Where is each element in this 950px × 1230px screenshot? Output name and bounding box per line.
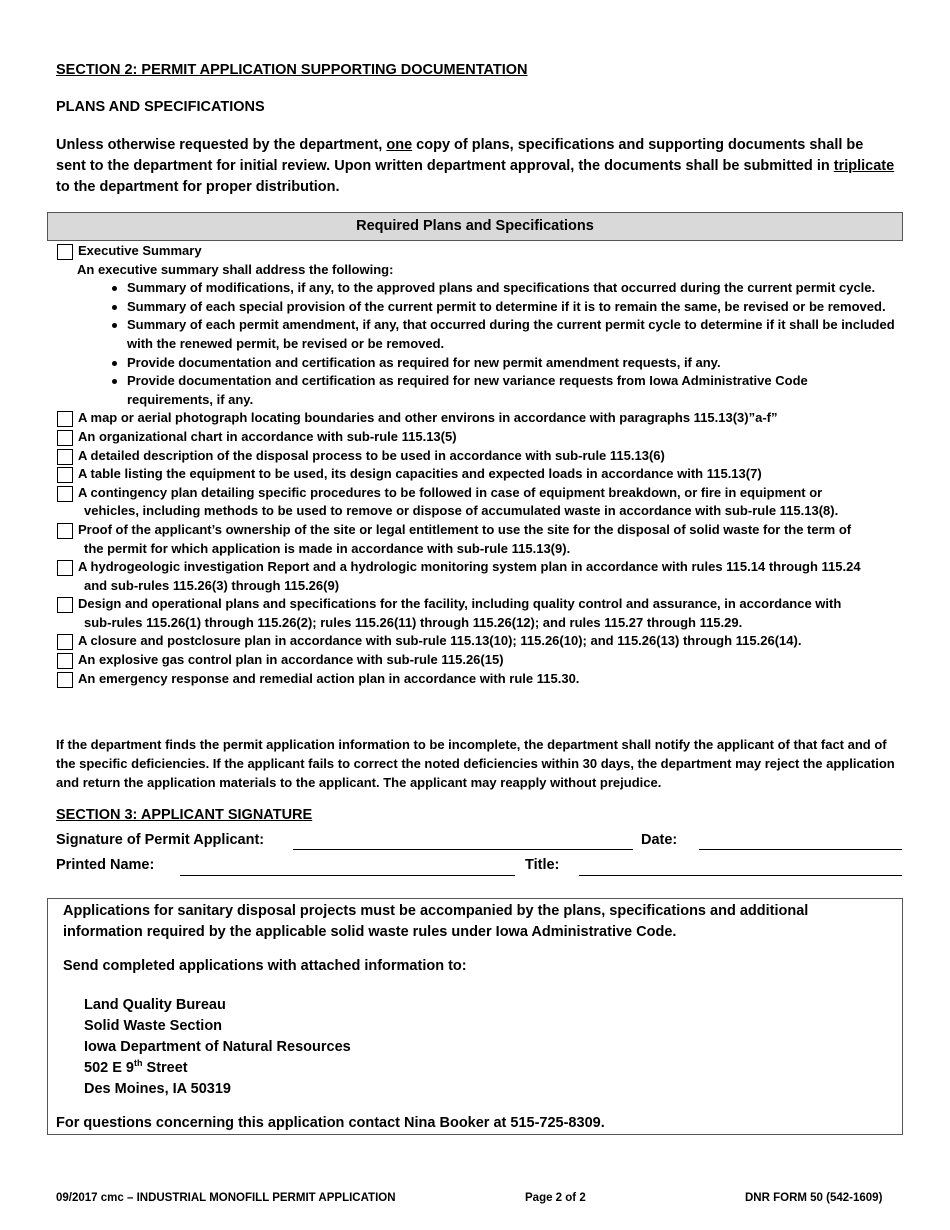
table-header: Required Plans and Specifications: [47, 212, 903, 241]
address-line: Iowa Department of Natural Resources: [84, 1039, 351, 1055]
disposal-process-checkbox[interactable]: [57, 449, 73, 465]
printed-name-field[interactable]: [180, 875, 515, 876]
item-label: Executive Summary: [78, 243, 202, 258]
footer-page-number: Page 2 of 2: [525, 1192, 586, 1204]
footer-form-title: 09/2017 cmc – INDUSTRIAL MONOFILL PERMIT APPLICATION: [56, 1192, 396, 1204]
equipment-table-checkbox[interactable]: [57, 467, 73, 483]
executive-summary-checkbox[interactable]: [57, 244, 73, 260]
item-label: An explosive gas control plan in accordance with sub-rule 115.26(15): [78, 652, 504, 668]
item-label-continued: and sub-rules 115.26(3) through 115.26(9): [84, 577, 340, 593]
plans-specs-subtitle: PLANS AND SPECIFICATIONS: [56, 99, 265, 115]
requirement-item: [47, 670, 903, 689]
required-plans-table: [47, 212, 903, 688]
title-label: Title:: [525, 857, 560, 873]
design-plans-checkbox[interactable]: [57, 597, 73, 613]
requirements-paragraph: Applications for sanitary disposal projects must be accompanied by the plans, specifications and additional information required by the applicable solid waste rules under Iowa Administrative Code.: [63, 903, 809, 940]
hydrogeologic-checkbox[interactable]: [57, 560, 73, 576]
bullet-item: Provide documentation and certification as required for new variance requests from Iowa Administrative Code requirements, if any.: [111, 372, 903, 409]
item-label: Proof of the applicant’s ownership of the site or legal entitlement to use the site for the disposal of solid waste for the term of: [78, 521, 852, 537]
address-line: Land Quality Bureau: [84, 997, 226, 1013]
requirement-item: [47, 521, 903, 558]
item-label: A map or aerial photograph locating boundaries and other environs in accordance with paragraphs 115.13(3)”a-f”: [78, 410, 778, 426]
item-label: An organizational chart in accordance with sub-rule 115.13(5): [78, 428, 457, 444]
item-label: A closure and postclosure plan in accordance with sub-rule 115.13(10); 115.26(10); and 115.26(13) through 115.26(14).: [78, 633, 802, 649]
item-label: A contingency plan detailing specific procedures to be followed in case of equipment breakdown, or fire in equipment or: [78, 484, 823, 500]
address-line: 502 E 9th Street: [84, 1058, 188, 1076]
bullet-item: Summary of modifications, if any, to the approved plans and specifications that occurred during the current permit cycle.: [111, 279, 903, 298]
footer-form-number: DNR FORM 50 (542-1609): [745, 1192, 883, 1204]
bullet-item: Summary of each special provision of the current permit to determine if it is to remain the same, be revised or be removed.: [111, 298, 903, 317]
item-label: A hydrogeologic investigation Report and a hydrologic monitoring system plan in accordance with rules 115.14 through 115.24: [78, 559, 861, 575]
item-label: A table listing the equipment to be used, its design capacities and expected loads in accordance with 115.13(7): [78, 466, 762, 482]
item-label: Design and operational plans and specifications for the facility, including quality control and assurance, in accordance with: [78, 596, 842, 612]
item-label-continued: vehicles, including methods to be used to remove or dispose of accumulated waste in accordance with sub-rule 115.13(8).: [84, 503, 839, 519]
requirement-item: [47, 595, 903, 632]
item-label: A detailed description of the disposal process to be used in accordance with sub-rule 115.13(6): [78, 447, 665, 463]
requirement-item: [47, 484, 903, 521]
contact-line: For questions concerning this application contact Nina Booker at 515-725-8309.: [56, 1115, 605, 1131]
emergency-response-checkbox[interactable]: [57, 672, 73, 688]
bullet-item: Provide documentation and certification as required for new permit amendment requests, if any.: [111, 354, 903, 373]
signature-label: Signature of Permit Applicant:: [56, 832, 265, 848]
send-to-paragraph: Send completed applications with attached information to:: [63, 958, 467, 974]
address-line: Solid Waste Section: [84, 1018, 223, 1034]
printed-name-label: Printed Name:: [56, 857, 155, 873]
requirement-item: [47, 447, 903, 466]
closure-plan-checkbox[interactable]: [57, 634, 73, 650]
title-field[interactable]: [579, 875, 902, 876]
org-chart-checkbox[interactable]: [57, 430, 73, 446]
section-3-title: SECTION 3: APPLICANT SIGNATURE: [56, 807, 313, 823]
incomplete-notice: If the department finds the permit application information to be incomplete, the department shall notify the applicant of that fact and of the specific deficiencies. If the applicant fails to correct the noted deficiencies within 30 days, the department may reject the application and return the application materials to the applicant. The applicant may reapply without prejudice.: [56, 737, 895, 790]
mailing-address: [84, 995, 351, 1100]
executive-summary-item: [47, 242, 903, 261]
gas-control-checkbox[interactable]: [57, 653, 73, 669]
submission-info-box: [47, 898, 903, 1135]
map-checkbox[interactable]: [57, 411, 73, 427]
intro-paragraph: Unless otherwise requested by the department, one copy of plans, specifications and supporting documents shall be sent to the department for initial review. Upon written department approval, the documents shall be submitted in triplicate to the department for proper distribution.: [56, 137, 895, 195]
requirement-item: [47, 409, 903, 428]
section-2-title: SECTION 2: PERMIT APPLICATION SUPPORTING DOCUMENTATION: [56, 62, 528, 78]
item-label-continued: the permit for which application is made in accordance with sub-rule 115.13(9).: [84, 540, 571, 556]
bullet-item: Summary of each permit amendment, if any, that occurred during the current permit cycle to determine if it shall be included with the renewed permit, be revised or be removed.: [111, 316, 903, 353]
item-label: An emergency response and remedial action plan in accordance with rule 115.30.: [78, 670, 580, 686]
requirement-item: [47, 632, 903, 651]
item-label-continued: sub-rules 115.26(1) through 115.26(2); rules 115.26(11) through 115.26(12); and rules 115.27 through 115.29.: [84, 614, 743, 630]
ownership-proof-checkbox[interactable]: [57, 523, 73, 539]
address-line: Des Moines, IA 50319: [84, 1081, 231, 1097]
requirement-item: [47, 428, 903, 447]
executive-summary-bullets: [47, 279, 903, 409]
contingency-plan-checkbox[interactable]: [57, 486, 73, 502]
requirement-item: [47, 465, 903, 484]
requirement-item: [47, 558, 903, 595]
date-label: Date:: [641, 832, 678, 848]
signature-field[interactable]: [293, 849, 633, 850]
requirement-item: [47, 651, 903, 670]
date-field[interactable]: [699, 849, 902, 850]
executive-summary-intro: An executive summary shall address the following:: [77, 261, 394, 277]
